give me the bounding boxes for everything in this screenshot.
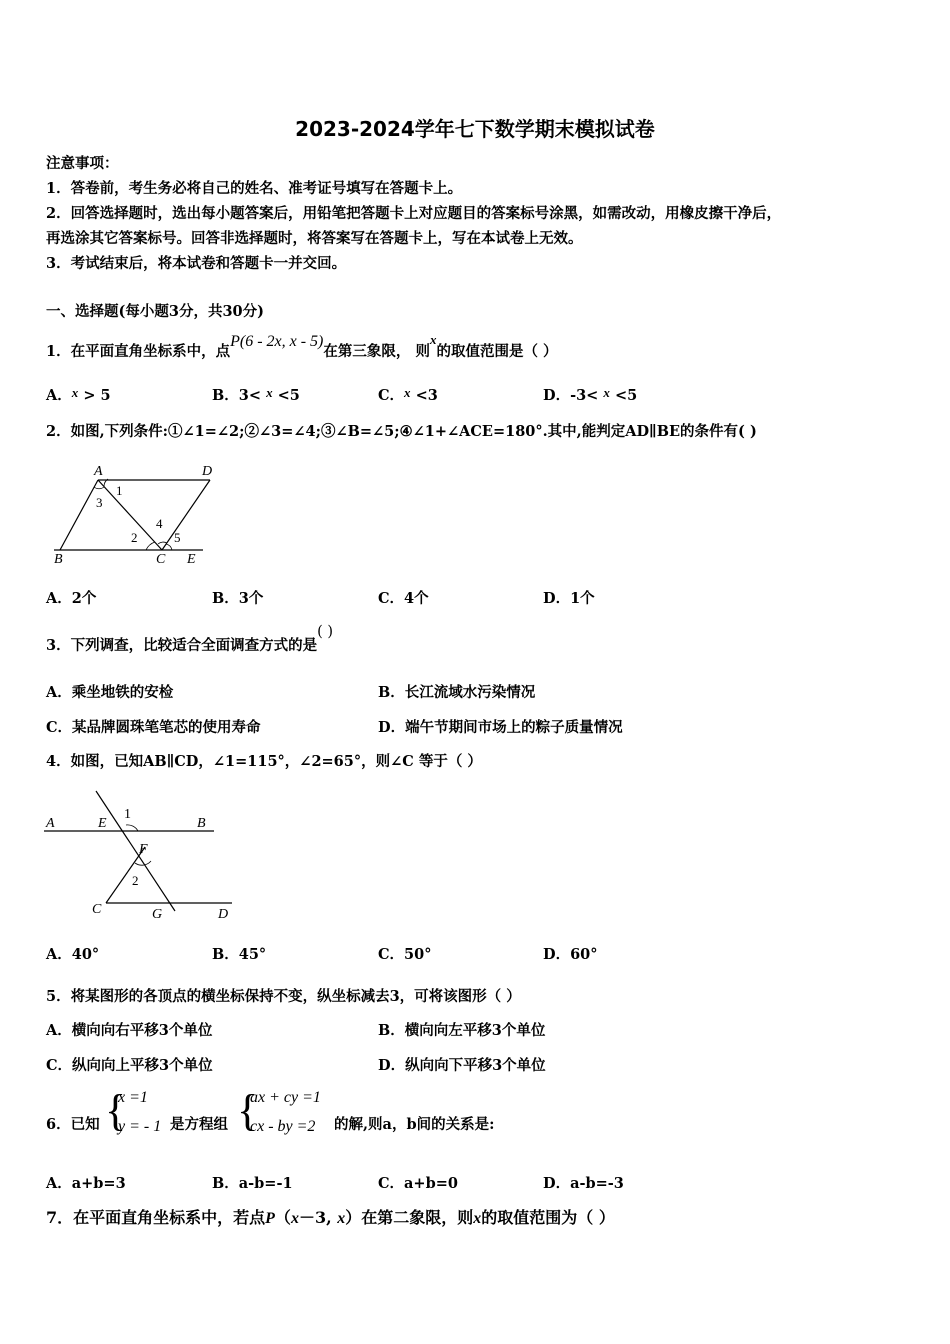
q6-option-c: C．a+b=0 — [378, 1175, 458, 1192]
q1-option-d: D．-3< x <5 — [543, 385, 638, 404]
q6-suffix: 的解,则a，b间的关系是: — [334, 1116, 495, 1133]
q2-option-d: D．1个 — [543, 590, 595, 607]
q4-label-2: 2 — [132, 873, 139, 888]
q4-figure — [42, 785, 242, 925]
q5-option-c: C．纵向向上平移3个单位 — [46, 1057, 213, 1074]
question-1: 1．在平面直角坐标系中，点P(6 - 2x, x - 5)在第三象限， 则x的取值范围是（ ） — [46, 332, 558, 360]
q1-option-a: A．x > 5 — [46, 385, 111, 404]
q2-line-ac — [98, 480, 162, 550]
q2-label-a: A — [94, 464, 103, 479]
section-heading: 一、选择题(每小题3分，共30分) — [46, 303, 264, 320]
q1-option-c: C．x <3 — [378, 385, 438, 404]
q4-label-c: C — [92, 902, 102, 917]
q4-option-c: C．50° — [378, 946, 432, 963]
q2-arc-2 — [146, 542, 155, 550]
q2-label-b: B — [54, 552, 63, 566]
notice-item-2: 2．回答选择题时，选出每小题答案后，用铅笔把答题卡上对应题目的答案标号涂黑，如需改动，用橡皮擦干净后， — [46, 205, 782, 222]
q2-label-5: 5 — [174, 530, 181, 545]
q6-sys2-line1: ax + cy =1 — [250, 1089, 321, 1106]
q4-arc-1 — [126, 825, 138, 831]
question-4: 4．如图，已知AB∥CD，∠1=115°，∠2=65°，则∠C 等于（ ） — [46, 753, 482, 770]
q4-label-d: D — [218, 907, 229, 922]
notice-item-2-cont: 再选涂其它答案标号。回答非选择题时，将答案写在答题卡上，写在本试卷上无效。 — [46, 230, 583, 247]
q3-option-b: B．长江流域水污染情况 — [378, 684, 536, 701]
notice-item-1: 1．答卷前，考生务必将自己的姓名、准考证号填写在答题卡上。 — [46, 180, 463, 197]
q5-option-d: D．纵向向下平移3个单位 — [378, 1057, 546, 1074]
q6-brace-2: { — [237, 1086, 259, 1135]
q1-option-b: B．3< x <5 — [212, 385, 300, 404]
q2-line-dc — [162, 480, 210, 550]
question-3: 3．下列调查，比较适合全面调查方式的是( ) — [46, 624, 334, 654]
q5-option-b: B．横向向左平移3个单位 — [378, 1022, 546, 1039]
q6-brace-1: { — [105, 1086, 127, 1135]
q4-label-g: G — [152, 907, 163, 922]
q5-option-a: A．横向向右平移3个单位 — [46, 1022, 213, 1039]
q6-option-b: B．a-b=-1 — [212, 1175, 293, 1192]
q1-point: P(6 - 2x, x - 5) — [230, 333, 324, 350]
q2-label-4: 4 — [156, 516, 163, 531]
q4-label-e: E — [98, 816, 107, 831]
q3-option-a: A．乘坐地铁的安检 — [46, 684, 174, 701]
q6-sys1-line1: x =1 — [118, 1089, 148, 1106]
q3-option-d: D．端午节期间市场上的粽子质量情况 — [378, 719, 623, 736]
q2-option-c: C．4个 — [378, 590, 429, 607]
notice-heading: 注意事项： — [46, 155, 119, 172]
question-2: 2．如图,下列条件:①∠1=∠2;②∠3=∠4;③∠B=∠5;④∠1+∠ACE=180°.其中,能判定AD∥BE的条件有( ) — [46, 423, 757, 440]
q4-label-a: A — [46, 816, 55, 831]
q2-option-b: B．3个 — [212, 590, 264, 607]
q6-mid: 是方程组 — [170, 1116, 228, 1133]
q4-label-f: F — [139, 842, 148, 857]
q2-label-d: D — [202, 464, 213, 479]
q3-option-c: C．某品牌圆珠笔笔芯的使用寿命 — [46, 719, 261, 736]
q2-label-c: C — [156, 552, 166, 566]
q6-sys1-line2: y = - 1 — [118, 1118, 162, 1135]
q2-line-ab — [60, 480, 98, 550]
q6-option-a: A．a+b=3 — [46, 1175, 126, 1192]
q2-arc-3 — [94, 487, 104, 489]
q2-arc-5 — [166, 544, 172, 550]
q2-option-a: A．2个 — [46, 590, 97, 607]
q6-prefix: 6．已知 — [46, 1116, 100, 1133]
q4-option-d: D．60° — [543, 946, 598, 963]
q4-label-1: 1 — [124, 807, 131, 822]
q2-label-3: 3 — [96, 495, 103, 510]
q3-paren: ( ) — [317, 624, 334, 640]
q4-option-b: B．45° — [212, 946, 267, 963]
q2-label-2: 2 — [131, 530, 138, 545]
q4-label-b: B — [197, 816, 206, 831]
q4-line-eg — [96, 791, 175, 911]
q6-option-d: D．a-b=-3 — [543, 1175, 624, 1192]
page-title: 2023-2024学年七下数学期末模拟试卷 — [295, 117, 655, 141]
q2-figure — [46, 460, 216, 566]
notice-item-3: 3．考试结束后，将本试卷和答题卡一并交回。 — [46, 255, 347, 272]
q2-label-e: E — [187, 552, 196, 566]
question-7: 7．在平面直角坐标系中，若点P（x－3, x）在第二象限，则x的取值范围为（ ） — [46, 1208, 615, 1227]
q2-label-1: 1 — [116, 483, 123, 498]
q6-sys2-line2: cx - by =2 — [250, 1118, 316, 1135]
question-5: 5．将某图形的各顶点的横坐标保持不变，纵坐标减去3，可将该图形（ ） — [46, 988, 521, 1005]
q4-option-a: A．40° — [46, 946, 100, 963]
